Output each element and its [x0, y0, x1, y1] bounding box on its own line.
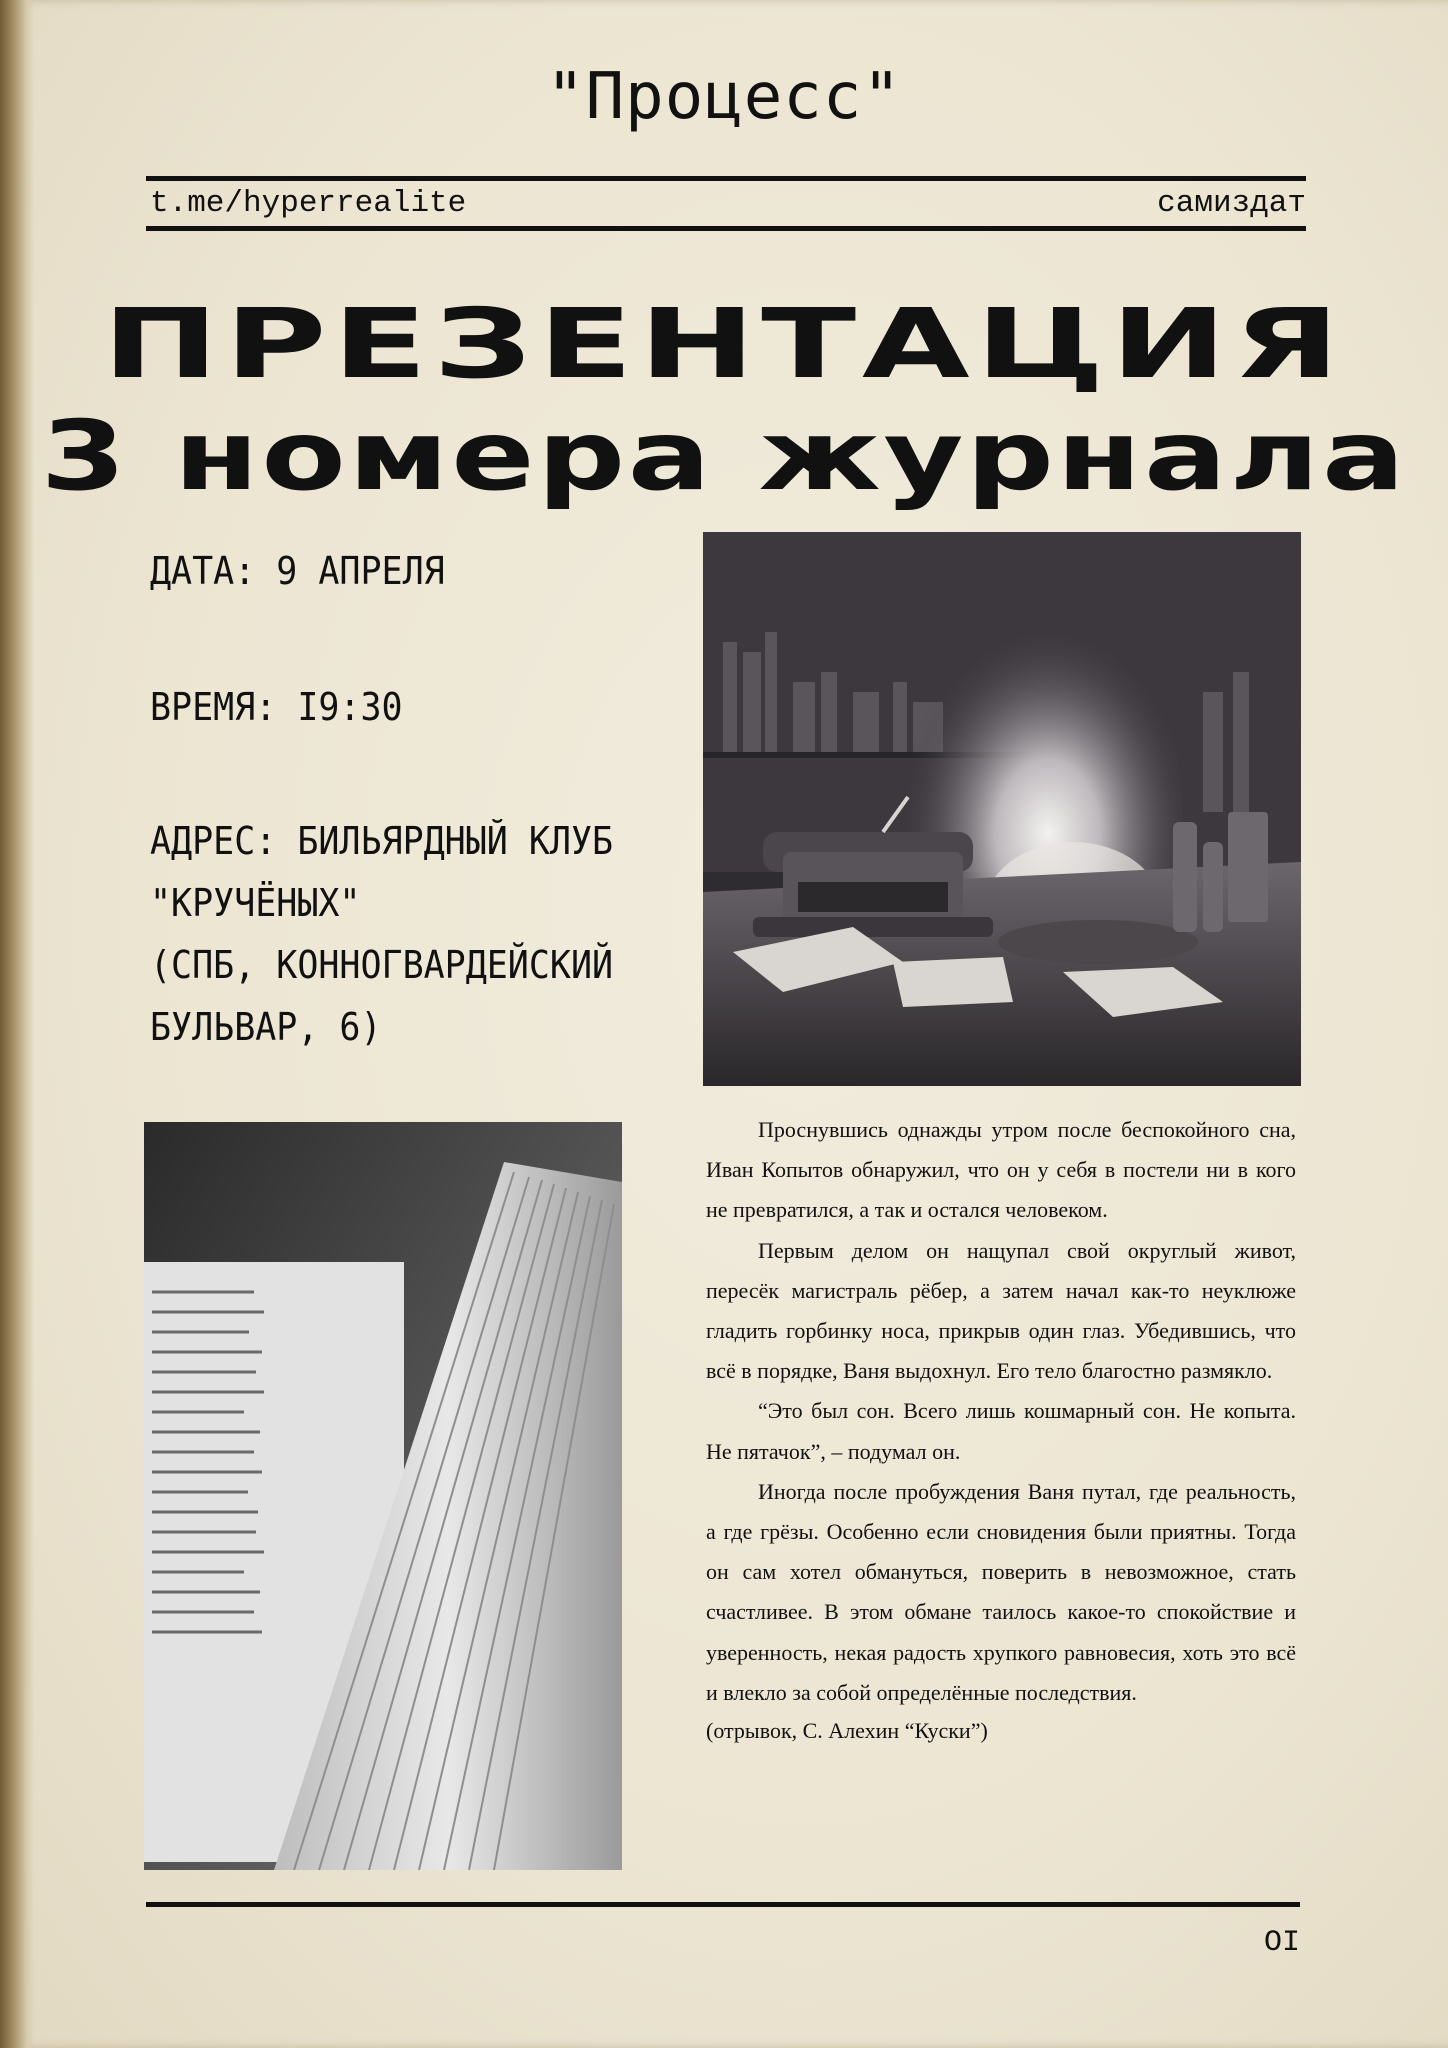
masthead-rule-top: [146, 176, 1306, 181]
event-date: ДАТА: 9 АПРЕЛЯ: [150, 549, 445, 593]
page-number: OI: [1263, 1926, 1300, 1960]
event-address: АДРЕС: БИЛЬЯРДНЫЙ КЛУБ "КРУЧЁНЫХ" (СПБ, КОННОГВАРДЕЙСКИЙ БУЛЬВАР, 6): [150, 819, 614, 1049]
article-credit: (отрывок, С. Алехин “Куски”): [706, 1718, 988, 1744]
article-paragraph-1: Проснувшись однажды утром после беспокойного сна, Иван Копытов обнаружил, что он у себя в постели ни в кого не превратился, а так и остался человеком.: [706, 1117, 1296, 1223]
publication-tag: самиздат: [1157, 186, 1306, 221]
stack-of-manuscripts-photo: [144, 1122, 622, 1870]
headline-line-1: ПРЕЗЕНТАЦИЯ: [102, 288, 1346, 400]
story-excerpt: [706, 1110, 1296, 1751]
telegram-link[interactable]: t.me/hyperrealite: [150, 186, 467, 221]
typewriter-fire-photo: [703, 532, 1301, 1086]
masthead-rule-bottom: [146, 226, 1306, 231]
article-paragraph-4: Иногда после пробуждения Ваня путал, где реальность, а где грёзы. Особенно если сновидения были приятны. Тогда он сам хотел обмануться, поверить в невозможное, стать счастливее. В этом обмане таилось какое-то спокойствие и уверенность, некая радость хрупкого равновесия, хоть это всё и влекло за собой определённые последствия.: [706, 1478, 1296, 1705]
masthead-title: "Процесс": [546, 60, 902, 134]
article-paragraph-2: Первым делом он нащупал свой округлый живот, пересёк магистраль рёбер, а затем начал как-то неуклюже гладить горбинку носа, прикрыв один глаз. Убедившись, что всё в порядке, Ваня выдохнул. Его тело благостно размякло.: [706, 1237, 1296, 1384]
event-time: ВРЕМЯ: I9:30: [150, 685, 403, 729]
article-paragraph-3: “Это был сон. Всего лишь кошмарный сон. Не копыта. Не пятачок”, – подумал он.: [706, 1398, 1296, 1464]
headline-line-2: 3 номера журнала: [40, 400, 1408, 512]
footer-rule: [146, 1902, 1300, 1907]
